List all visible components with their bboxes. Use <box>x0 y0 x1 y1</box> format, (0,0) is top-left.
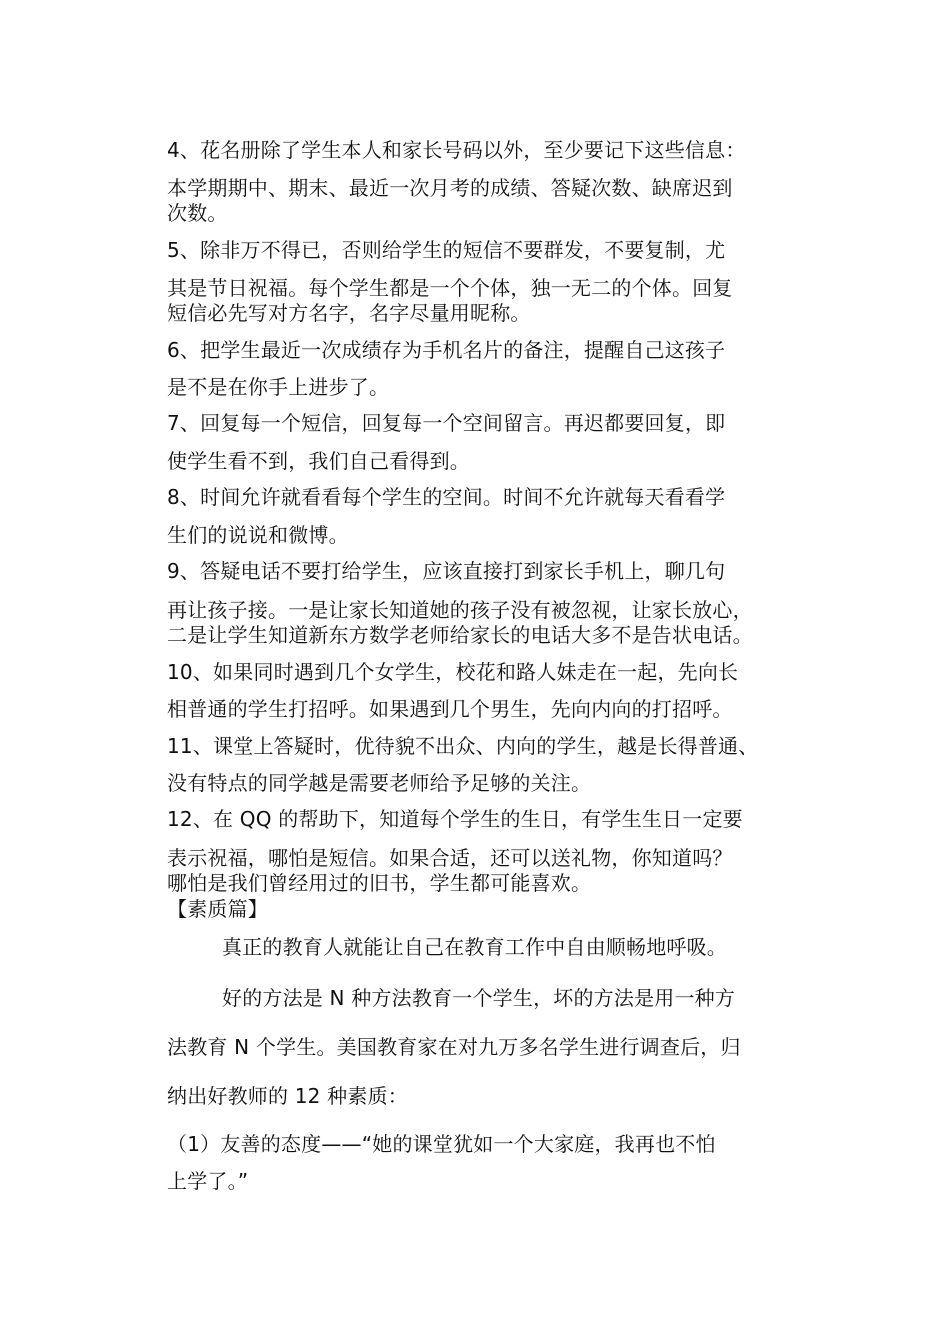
text-line: 使学生看不到，我们自己看得到。 <box>167 449 470 473</box>
text-line: 法教育 N 个学生。美国教育家在对九万多名学生进行调查后，归 <box>167 1035 741 1059</box>
text-line: 好的方法是 N 种方法教育一个学生，坏的方法是用一种方 <box>222 986 736 1010</box>
text-line: 本学期期中、期末、最近一次月考的成绩、答疑次数、缺席迟到 <box>167 176 733 200</box>
text-line: 12、在 QQ 的帮助下，知道每个学生的生日，有学生生日一定要 <box>167 807 743 831</box>
text-line: 没有特点的同学越是需要老师给予足够的关注。 <box>167 771 592 795</box>
text-line: 11、课堂上答疑时，优待貌不出众、内向的学生，越是长得普通、 <box>167 734 759 758</box>
text-line: 短信必先写对方名字，名字尽量用昵称。 <box>167 301 531 325</box>
text-line: 9、答疑电话不要打给学生，应该直接打到家长手机上，聊几句 <box>167 559 726 583</box>
section-heading: 【素质篇】 <box>167 897 268 921</box>
text-line: 生们的说说和微博。 <box>167 523 349 547</box>
text-line: 5、除非万不得已，否则给学生的短信不要群发，不要复制，尤 <box>167 238 726 262</box>
text-line: 8、时间允许就看看每个学生的空间。时间不允许就每天看看学 <box>167 485 726 509</box>
text-line: 7、回复每一个短信，回复每一个空间留言。再迟都要回复，即 <box>167 411 726 435</box>
text-line: 10、如果同时遇到几个女学生，校花和路人妹走在一起，先向长 <box>167 660 739 684</box>
text-line: 纳出好教师的 12 种素质： <box>167 1084 408 1108</box>
text-line: 6、把学生最近一次成绩存为手机名片的备注，提醒自己这孩子 <box>167 338 726 362</box>
text-line: 上学了。” <box>167 1169 249 1193</box>
text-line: 是不是在你手上进步了。 <box>167 375 390 399</box>
text-line: 其是节日祝福。每个学生都是一个个体，独一无二的个体。回复 <box>167 276 733 300</box>
text-line: 次数。 <box>167 201 228 225</box>
text-line: （1）友善的态度——“她的课堂犹如一个大家庭，我再也不怕 <box>167 1132 716 1156</box>
text-line: 相普通的学生打招呼。如果遇到几个男生，先向内向的打招呼。 <box>167 697 733 721</box>
text-line: 4、花名册除了学生本人和家长号码以外，至少要记下这些信息： <box>167 138 746 162</box>
text-line: 表示祝福，哪怕是短信。如果合适，还可以送礼物，你知道吗？ <box>167 846 733 870</box>
text-line: 二是让学生知道新东方数学老师给家长的电话大多不是告状电话。 <box>167 623 753 647</box>
text-line: 哪怕是我们曾经用过的旧书，学生都可能喜欢。 <box>167 871 592 895</box>
text-line: 再让孩子接。一是让家长知道她的孩子没有被忽视，让家长放心， <box>167 598 753 622</box>
text-line: 真正的教育人就能让自己在教育工作中自由顺畅地呼吸。 <box>222 935 727 959</box>
